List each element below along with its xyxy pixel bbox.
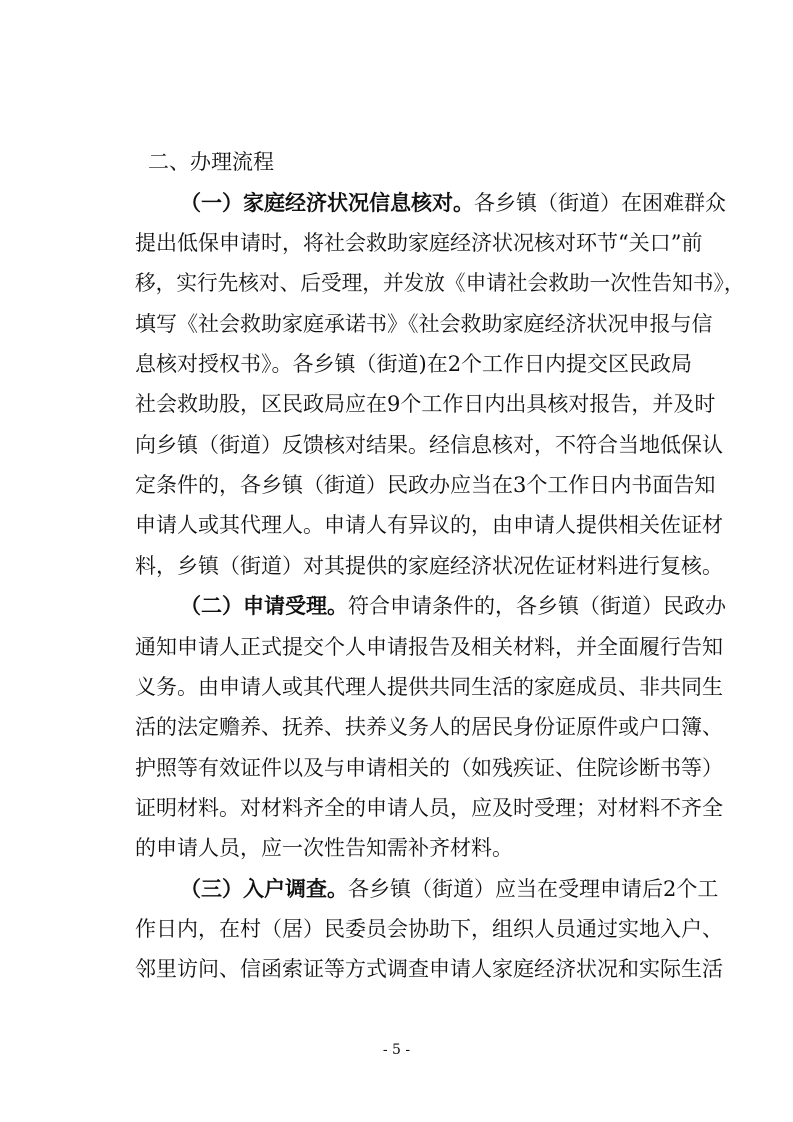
paragraph-line: 义务。由申请人或其代理人提供共同生活的家庭成员、非共同生 (135, 675, 723, 699)
section-heading: 二、办理流程 (148, 150, 274, 174)
paragraph-line: 申请人或其代理人。申请人有异议的，由申请人提供相关佐证材 (135, 513, 723, 537)
paragraph-line (180, 591, 726, 621)
paragraph-line: 料，乡镇（街道）对其提供的家庭经济状况佐证材料进行复核。 (135, 554, 723, 578)
paragraph-line: 移，实行先核对、后受理，并发放《申请社会救助一次性告知书》， (135, 271, 745, 295)
paragraph-title: （一）家庭经济状况信息核对。 (180, 191, 474, 215)
paragraph-text: 各乡镇（街道）应当在受理申请后2个工 (348, 877, 719, 901)
paragraph-title: （三）入户调查。 (180, 877, 348, 901)
paragraph-line: 的申请人员，应一次性告知需补齐材料。 (135, 836, 513, 860)
paragraph-line: 定条件的，各乡镇（街道）民政办应当在3个工作日内书面告知 (135, 473, 716, 497)
paragraph-line: 向乡镇（街道）反馈核对结果。经信息核对，不符合当地低保认 (135, 433, 723, 457)
paragraph-line: 社会救助股，区民政局应在9个工作日内出具核对报告，并及时 (135, 392, 716, 416)
paragraph-line: 邻里访问、信函索证等方式调查申请人家庭经济状况和实际生活 (135, 957, 723, 981)
paragraph-line: 作日内，在村（居）民委员会协助下，组织人员通过实地入户、 (135, 917, 723, 941)
paragraph-line (180, 188, 726, 218)
paragraph-line (180, 874, 718, 904)
paragraph-line: 填写《社会救助家庭承诺书》《社会救助家庭经济状况申报与信 (135, 312, 713, 336)
paragraph-line: 护照等有效证件以及与申请相关的（如残疾证、住院诊断书等） (135, 756, 723, 780)
paragraph-line: 证明材料。对材料齐全的申请人员，应及时受理；对材料不齐全 (135, 796, 723, 820)
paragraph-line: 通知申请人正式提交个人申请报告及相关材料，并全面履行告知 (135, 635, 723, 659)
paragraph-line: 提出低保申请时，将社会救助家庭经济状况核对环节“关口”前 (135, 231, 703, 255)
paragraph-text: 各乡镇（街道）在困难群众 (474, 191, 726, 215)
paragraph-title: （二）申请受理。 (180, 594, 348, 618)
paragraph-line: 活的法定赡养、抚养、扶养义务人的居民身份证原件或户口簿、 (135, 715, 723, 739)
page-number: - 5 - (382, 1042, 411, 1058)
paragraph-text: 符合申请条件的，各乡镇（街道）民政办 (348, 594, 726, 618)
paragraph-line: 息核对授权书》。各乡镇（街道)在2个工作日内提交区民政局 (135, 352, 693, 376)
